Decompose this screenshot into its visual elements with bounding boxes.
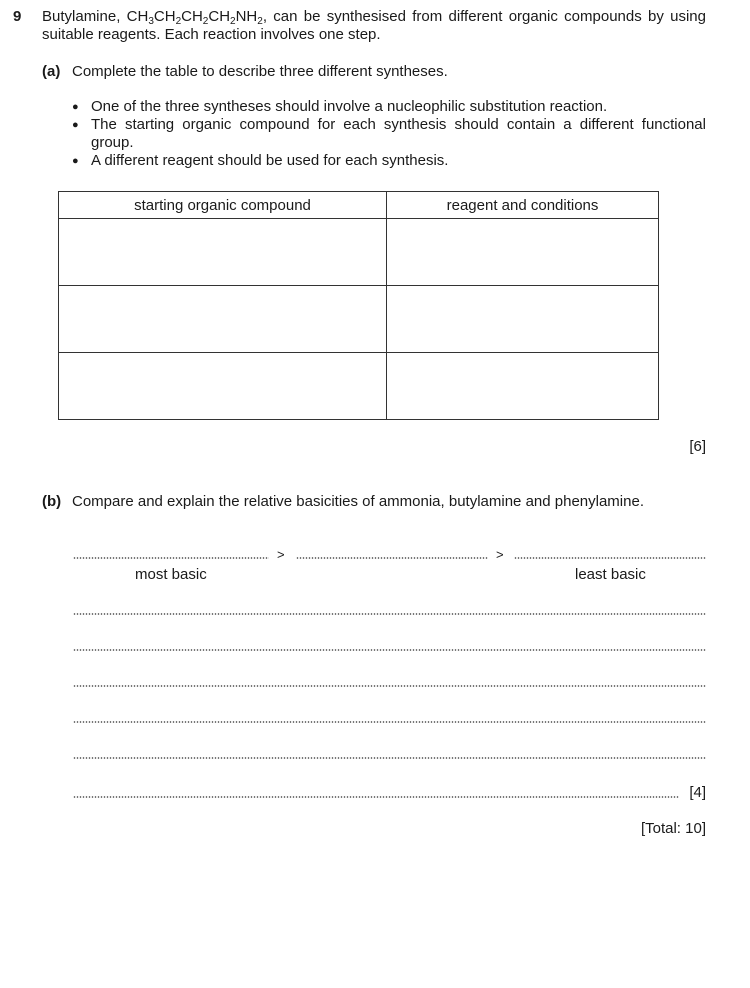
answer-cell-reagent-2[interactable] [387, 286, 659, 353]
answer-line[interactable] [73, 685, 706, 687]
answer-cell-compound-1[interactable] [59, 219, 387, 286]
answer-cell-reagent-3[interactable] [387, 353, 659, 420]
part-b-marks: [4] [689, 784, 706, 801]
part-a-heading [42, 63, 448, 80]
synthesis-table [58, 191, 659, 420]
answer-cell-reagent-1[interactable] [387, 219, 659, 286]
answer-line[interactable] [73, 796, 679, 798]
header-starting-compound: starting organic compound [59, 192, 387, 219]
part-b-label: (b) [42, 493, 62, 510]
answer-line[interactable] [73, 757, 706, 759]
answer-line[interactable] [73, 613, 706, 615]
requirements-list [72, 98, 706, 170]
table-row [59, 286, 659, 353]
least-basic-caption: least basic [575, 566, 646, 583]
answer-line-most-basic[interactable] [73, 557, 269, 559]
butylamine-formula: $CH_3CH_2CH_2CH_2NH_2$ [126, 8, 263, 27]
part-a-marks: [6] [689, 438, 706, 455]
answer-line-least-basic[interactable] [514, 557, 706, 559]
question-stem [42, 8, 706, 44]
part-b-instruction: Compare and explain the relative basicities of ammonia, butylamine and phenylamine. [72, 493, 644, 510]
header-reagent-conditions: reagent and conditions [387, 192, 659, 219]
part-a-label: (a) [42, 63, 61, 80]
table-header-row [59, 192, 659, 219]
answer-line[interactable] [73, 721, 706, 723]
greater-than-sign: > [496, 547, 504, 562]
answer-cell-compound-2[interactable] [59, 286, 387, 353]
most-basic-caption: most basic [135, 566, 207, 583]
list-item: ● A different reagent should be used for each synthesis. [72, 152, 706, 170]
list-item: ● One of the three syntheses should involve a nucleophilic substitution reaction. [72, 98, 706, 116]
answer-line-middle[interactable] [296, 557, 488, 559]
stem-suffix: , can be synthesised from different organic compounds by using suitable reagents. Each reaction involves one step. [42, 8, 706, 43]
answer-line[interactable] [73, 649, 706, 651]
part-b-heading [42, 493, 644, 510]
table-row [59, 219, 659, 286]
list-item: ● The starting organic compound for each synthesis should contain a different functional group. [72, 116, 706, 152]
total-marks: [Total: 10] [640, 820, 706, 837]
greater-than-sign: > [277, 547, 285, 562]
table-row [59, 353, 659, 420]
question-number: 9 [13, 8, 22, 25]
part-a-instruction: Complete the table to describe three different syntheses. [72, 63, 448, 80]
answer-cell-compound-3[interactable] [59, 353, 387, 420]
stem-prefix: Butylamine, [42, 8, 127, 25]
